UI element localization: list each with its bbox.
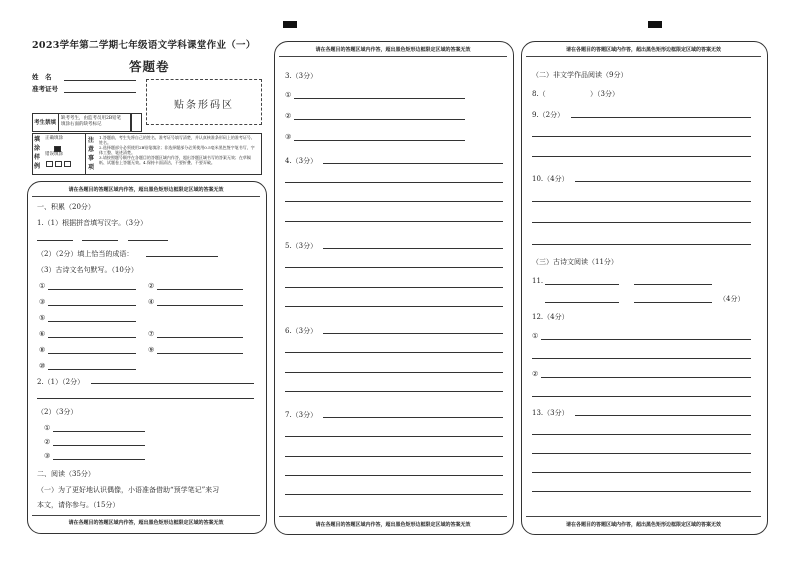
poem-line-3[interactable]: [48, 305, 136, 306]
q4-line-3[interactable]: [285, 201, 503, 202]
q2-1-line-2[interactable]: [37, 398, 254, 399]
q7-line-2[interactable]: [285, 436, 503, 437]
q12-line-1[interactable]: [541, 339, 751, 340]
q5-label: 5.（3分）: [285, 242, 318, 250]
q1-1-blank-1[interactable]: [37, 240, 73, 241]
reading-intro-2: 本文，请你参与。（15分）: [37, 501, 120, 509]
q5-line-1[interactable]: [323, 248, 503, 249]
q1-1-label: 1.（1）根据拼音填写汉字。（3分）: [37, 219, 148, 227]
q13-line-2[interactable]: [532, 434, 751, 435]
q1-1-blank-3[interactable]: [128, 240, 168, 241]
q7-line-4[interactable]: [285, 475, 503, 476]
examinee-note-2: 填涂右面的缺考标记: [61, 122, 102, 127]
q2-1-label: 2.（1）（2分）: [37, 378, 85, 386]
fill-notes-box: [32, 133, 262, 175]
poem-line-7[interactable]: [157, 337, 243, 338]
q2-2-line-1[interactable]: [53, 431, 145, 432]
q13-label: 13.（3分）: [532, 409, 569, 417]
q3-marker-1: ①: [285, 91, 292, 99]
q4-line-1[interactable]: [323, 163, 503, 164]
q1-2-label: （2）（2分）填上恰当的成语：: [37, 250, 134, 258]
q13-line-5[interactable]: [532, 491, 751, 492]
q12-line-3[interactable]: [541, 377, 751, 378]
q10-line-4[interactable]: [532, 244, 751, 245]
barcode-label: 贴条形码区: [174, 100, 234, 111]
timing-mark-right: [648, 21, 662, 28]
panel3-bottom-notice: 请在各题目的答题区域内作答，超出黑色矩形边框限定区域的答案无效: [565, 522, 721, 528]
notes-label-2: 意: [88, 146, 95, 153]
q12-marker-2: ②: [532, 370, 539, 378]
correct-fill-label: 正确填涂: [45, 136, 63, 141]
poem-marker-4: ④: [148, 298, 155, 306]
poem-line-4[interactable]: [157, 305, 243, 306]
section-2-heading: 二、阅读（35分）: [37, 470, 95, 478]
name-label: 姓 名: [32, 73, 52, 81]
q7-line-5[interactable]: [285, 494, 503, 495]
examinee-label: 考生禁填: [34, 120, 57, 126]
panel1-top-notice: 请在各题目的答题区域内作答，超出黑色矩形边框限定区域的答案无效: [68, 187, 224, 193]
answer-panel-2: [274, 41, 514, 535]
q9-label: 9.（2分）: [532, 111, 565, 119]
fill-label-3: 样: [34, 154, 41, 161]
q6-line-4[interactable]: [285, 391, 503, 392]
fill-label-4: 例: [34, 163, 41, 170]
q2-2-line-3[interactable]: [53, 459, 145, 460]
q1-3-label: （3）古诗文名句默写。（10分）: [37, 266, 138, 274]
notes-text: [99, 135, 257, 165]
q12-marker-1: ①: [532, 332, 539, 340]
q2-2-marker-1: ①: [44, 424, 51, 432]
q2-1-line-1[interactable]: [91, 383, 254, 384]
poem-line-6[interactable]: [48, 337, 136, 338]
q6-label: 6.（3分）: [285, 327, 318, 335]
q6-line-1[interactable]: [323, 333, 503, 334]
q3-label: 3.（3分）: [285, 72, 318, 80]
exam-id-label: 准考证号: [32, 85, 58, 93]
q4-line-4[interactable]: [285, 221, 503, 222]
q7-line-3[interactable]: [285, 456, 503, 457]
q6-line-2[interactable]: [285, 352, 503, 353]
q10-line-3[interactable]: [532, 222, 751, 223]
q11-blank-2[interactable]: [634, 284, 712, 285]
absent-mark-box[interactable]: [130, 113, 142, 132]
q12-label: 12.（4分）: [532, 313, 569, 321]
notes-item-3: 3.请按照题号顺序在各题目的答题区域内作答，超出答题区域书写的答案无效；在草稿纸、试题卷上答题无效。4.保持卡面清洁，不要折叠、不要弄破。: [99, 155, 251, 165]
wrong-fill-samples: [45, 160, 72, 168]
poem-marker-5: ⑤: [39, 314, 46, 322]
q11-blank-3[interactable]: [545, 302, 619, 303]
q9-line-1[interactable]: [571, 117, 751, 118]
barcode-area: [146, 79, 262, 125]
poem-line-10[interactable]: [48, 369, 136, 370]
poem-marker-6: ⑥: [39, 330, 46, 338]
notes-label-1: 注: [88, 137, 95, 144]
q3-marker-2: ②: [285, 112, 292, 120]
notes-item-1: 1.答题前，考生先将自己的姓名、准考证号填写清楚，并认真核准条形码上的准考证号、姓名。: [99, 135, 255, 145]
poem-marker-1: ①: [39, 282, 46, 290]
fill-label-1: 填: [34, 136, 41, 143]
answer-sheet-title: 答题卷: [129, 59, 170, 74]
q13-line-3[interactable]: [532, 453, 751, 454]
poem-marker-10: ⑩: [39, 362, 46, 370]
poem-line-2[interactable]: [157, 289, 243, 290]
timing-mark-left: [283, 21, 297, 28]
q5-line-2[interactable]: [285, 267, 503, 268]
section-1-heading: 一、积累（20分）: [37, 203, 95, 211]
exam-id-field[interactable]: [64, 92, 136, 93]
answer-panel-1: [27, 181, 267, 534]
q8-label-start: 8.（: [532, 90, 546, 98]
section-c-heading: （三）古诗文阅读（11分）: [532, 258, 618, 266]
wrong-fill-label: 错误填涂: [45, 152, 63, 157]
q12-line-4[interactable]: [532, 396, 751, 397]
q10-line-2[interactable]: [532, 201, 751, 202]
q7-label: 7.（3分）: [285, 411, 318, 419]
q13-line-1[interactable]: [575, 415, 751, 416]
q4-line-2[interactable]: [285, 182, 503, 183]
q5-line-4[interactable]: [285, 306, 503, 307]
panel2-bottom-notice: 请在各题目的答题区域内作答，超出黑色矩形边框限定区域的答案无效: [315, 522, 471, 528]
q11-score: （4分）: [719, 295, 745, 303]
fill-label-2: 涂: [34, 145, 41, 152]
panel1-bottom-notice: 请在各题目的答题区域内作答，超出黑色矩形边框限定区域的答案无效: [68, 520, 224, 526]
page-title: 2023学年第二学期七年级语文学科课堂作业（一）: [32, 40, 256, 51]
q7-line-1[interactable]: [323, 417, 503, 418]
poem-line-5[interactable]: [48, 321, 136, 322]
notes-label: [88, 136, 94, 172]
q11-blank-4[interactable]: [634, 302, 712, 303]
poem-marker-2: ②: [148, 282, 155, 290]
reading-intro-1: （一）为了更好地认识偶像，小语准备借助“预学笔记”来习: [37, 486, 220, 494]
name-field[interactable]: [64, 80, 136, 81]
q2-2-marker-3: ③: [44, 452, 51, 460]
q12-line-2[interactable]: [532, 358, 751, 359]
q4-label: 4.（3分）: [285, 157, 318, 165]
q13-line-4[interactable]: [532, 472, 751, 473]
q9-line-3[interactable]: [532, 156, 751, 157]
examinee-note-1: 缺考考生，由监考员用2B铅笔: [61, 116, 122, 121]
q3-line-3[interactable]: [294, 140, 465, 141]
poem-line-8[interactable]: [48, 353, 136, 354]
poem-marker-8: ⑧: [39, 346, 46, 354]
section-b-heading: （二）非文学作品阅读（9分）: [532, 71, 628, 79]
notes-label-4: 项: [88, 164, 95, 171]
panel2-top-notice: 请在各题目的答题区域内作答，超出黑色矩形边框限定区域的答案无效: [315, 47, 471, 53]
q6-line-3[interactable]: [285, 372, 503, 373]
q10-label: 10.（4分）: [532, 175, 569, 183]
poem-marker-3: ③: [39, 298, 46, 306]
q1-1-blank-2[interactable]: [82, 240, 118, 241]
q3-line-1[interactable]: [294, 98, 465, 99]
q2-2-line-2[interactable]: [53, 445, 145, 446]
poem-line-9[interactable]: [157, 353, 243, 354]
q2-2-label: （2）（3分）: [37, 408, 78, 416]
poem-marker-7: ⑦: [148, 330, 155, 338]
poem-line-1[interactable]: [48, 289, 136, 290]
q3-marker-3: ③: [285, 133, 292, 141]
examinee-box: [32, 113, 132, 132]
poem-marker-9: ⑨: [148, 346, 155, 354]
q5-line-3[interactable]: [285, 287, 503, 288]
q11-blank-1[interactable]: [545, 284, 619, 285]
q2-2-marker-2: ②: [44, 438, 51, 446]
q8-label-end: ）（3分）: [590, 90, 619, 98]
q9-line-2[interactable]: [532, 136, 751, 137]
fill-label: [34, 135, 40, 171]
q3-line-2[interactable]: [294, 119, 465, 120]
notes-item-2: 2.选择题部分必须使用2B铅笔填涂；非选择题部分必须使用0.5毫米黑色签字笔书写，字体工整、笔迹清楚。: [99, 145, 255, 155]
q1-2-blank[interactable]: [146, 256, 218, 257]
examinee-note: [61, 116, 121, 128]
q11-label: 11.: [532, 277, 544, 285]
panel3-top-notice: 请在各题目的答题区域内作答，超出黑色矩形边框限定区域的答案无效: [565, 47, 721, 53]
q10-line-1[interactable]: [575, 181, 751, 182]
notes-label-3: 事: [88, 155, 95, 162]
